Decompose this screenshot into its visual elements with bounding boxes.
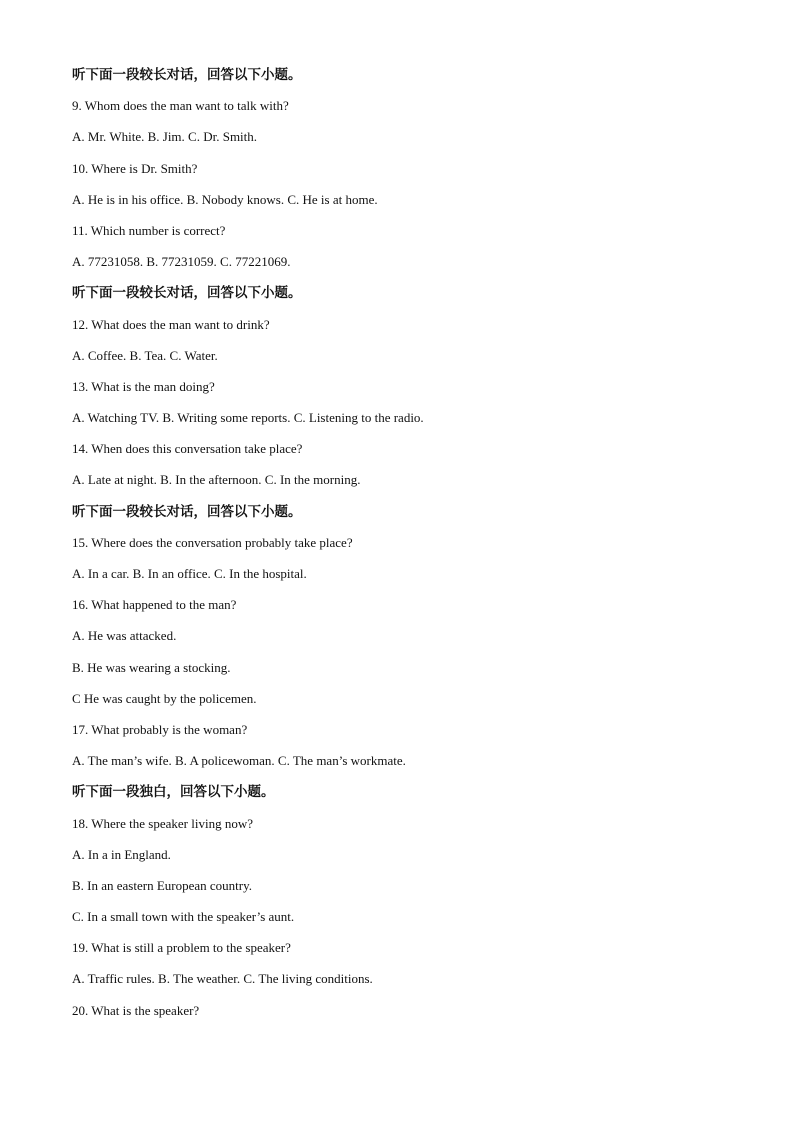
question-10: 10. Where is Dr. Smith?: [72, 160, 198, 176]
question-19: 19. What is still a problem to the speaker?: [72, 940, 291, 956]
section-heading: 听下面一段较长对话，回答以下小题。: [72, 503, 302, 520]
options-14: A. Late at night. B. In the afternoon. C. In the morning.: [72, 472, 361, 488]
question-9: 9. Whom does the man want to talk with?: [72, 98, 289, 114]
section-heading: 听下面一段较长对话，回答以下小题。: [72, 285, 302, 302]
options-13: A. Watching TV. B. Writing some reports. C. Listening to the radio.: [72, 410, 424, 426]
document-page: [72, 65, 732, 1032]
options-9: A. Mr. White. B. Jim. C. Dr. Smith.: [72, 129, 258, 145]
option-18-a: A. In a in England.: [72, 846, 171, 862]
option-18-c: C. In a small town with the speaker’s aunt.: [72, 909, 295, 925]
options-19: A. Traffic rules. B. The weather. C. The living conditions.: [72, 971, 373, 987]
options-10: A. He is in his office. B. Nobody knows. C. He is at home.: [72, 191, 378, 207]
section-heading: 听下面一段独白，回答以下小题。: [72, 784, 275, 801]
question-14: 14. When does this conversation take place?: [72, 441, 303, 457]
question-11: 11. Which number is correct?: [72, 222, 226, 238]
question-15: 15. Where does the conversation probably take place?: [72, 534, 353, 550]
section-heading: 听下面一段较长对话，回答以下小题。: [72, 67, 302, 83]
option-16-a: A. He was attacked.: [72, 628, 177, 644]
option-16-b: B. He was wearing a stocking.: [72, 659, 231, 675]
question-12: 12. What does the man want to drink?: [72, 316, 270, 332]
question-17: 17. What probably is the woman?: [72, 721, 248, 737]
options-15: A. In a car. B. In an office. C. In the hospital.: [72, 566, 307, 581]
options-17: A. The man’s wife. B. A policewoman. C. The man’s workmate.: [72, 753, 406, 769]
question-18: 18. Where the speaker living now?: [72, 815, 253, 831]
option-18-b: B. In an eastern European country.: [72, 877, 253, 893]
question-13: 13. What is the man doing?: [72, 378, 215, 394]
options-12: A. Coffee. B. Tea. C. Water.: [72, 347, 218, 363]
question-20: 20. What is the speaker?: [72, 1002, 200, 1018]
option-16-c: C He was caught by the policemen.: [72, 690, 257, 706]
question-16: 16. What happened to the man?: [72, 597, 237, 613]
options-11: A. 77231058. B. 77231059. C. 77221069.: [72, 254, 291, 270]
